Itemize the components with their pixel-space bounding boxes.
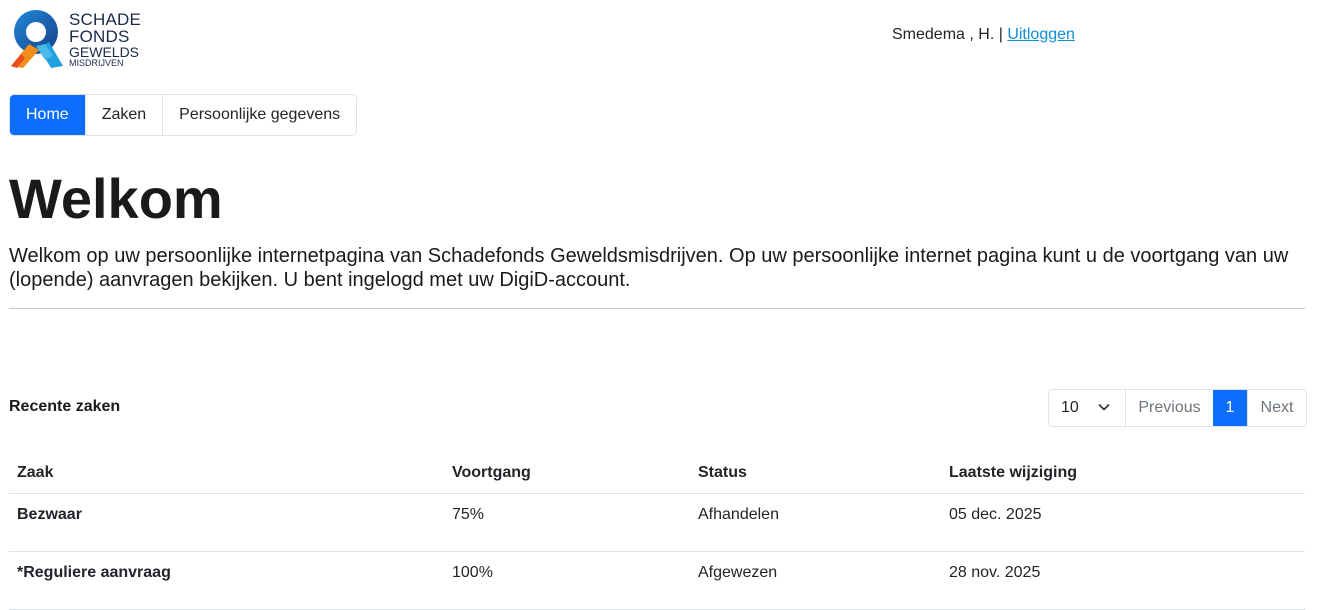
logo-line-4: MISDRIJVEN (69, 58, 124, 68)
page-title: Welkom (9, 167, 223, 230)
chevron-down-icon (1097, 400, 1111, 414)
user-name: Smedema , H. | (892, 26, 1003, 43)
logo-line-1: SCHADE (69, 10, 142, 29)
logo-wordmark (69, 11, 141, 68)
divider (9, 308, 1305, 309)
column-header-laatste-wijziging[interactable]: Laatste wijziging (941, 452, 1305, 494)
tab-home[interactable]: Home (10, 95, 85, 135)
page-size-value: 10 (1061, 399, 1079, 416)
main-nav (9, 94, 357, 136)
cell-laatste-wijziging: 05 dec. 2025 (941, 494, 1305, 552)
next-button[interactable]: Next (1247, 390, 1306, 426)
cell-zaak[interactable]: Bezwaar (9, 494, 444, 552)
logo-line-3: GEWELDS (69, 44, 140, 60)
table-row[interactable] (9, 552, 1305, 610)
tab-zaken[interactable]: Zaken (85, 95, 162, 135)
recent-cases-title: Recente zaken (9, 398, 121, 415)
pagination (1048, 389, 1307, 427)
table-row[interactable] (9, 494, 1305, 552)
column-header-zaak[interactable]: Zaak (9, 452, 444, 494)
user-bar (892, 26, 1075, 44)
logo-ribbon-icon (9, 8, 69, 70)
logo-line-2: FONDS (69, 27, 130, 46)
column-header-status[interactable]: Status (690, 452, 941, 494)
cell-status: Afhandelen (690, 494, 941, 552)
intro-text: Welkom op uw persoonlijke internetpagina van Schadefonds Geweldsmisdrijven. Op uw persoonlijke internet pagina kunt u de voortgang van uw (lopende) aanvragen bekijken. U bent ingelogd met uw DigiD-account. (9, 245, 1289, 291)
logout-link[interactable]: Uitloggen (1007, 26, 1075, 43)
cell-voortgang: 75% (444, 494, 690, 552)
logo[interactable] (9, 8, 142, 70)
recent-cases-table (9, 452, 1305, 610)
page-1-button[interactable]: 1 (1213, 390, 1247, 426)
cell-zaak[interactable]: *Reguliere aanvraag (9, 552, 444, 610)
cell-voortgang: 100% (444, 552, 690, 610)
tab-persoonlijke-gegevens[interactable]: Persoonlijke gegevens (162, 95, 356, 135)
page-size-select[interactable] (1049, 390, 1125, 426)
cell-laatste-wijziging: 28 nov. 2025 (941, 552, 1305, 610)
table-header-row (9, 452, 1305, 494)
column-header-voortgang[interactable]: Voortgang (444, 452, 690, 494)
cell-status: Afgewezen (690, 552, 941, 610)
previous-button[interactable]: Previous (1125, 390, 1213, 426)
